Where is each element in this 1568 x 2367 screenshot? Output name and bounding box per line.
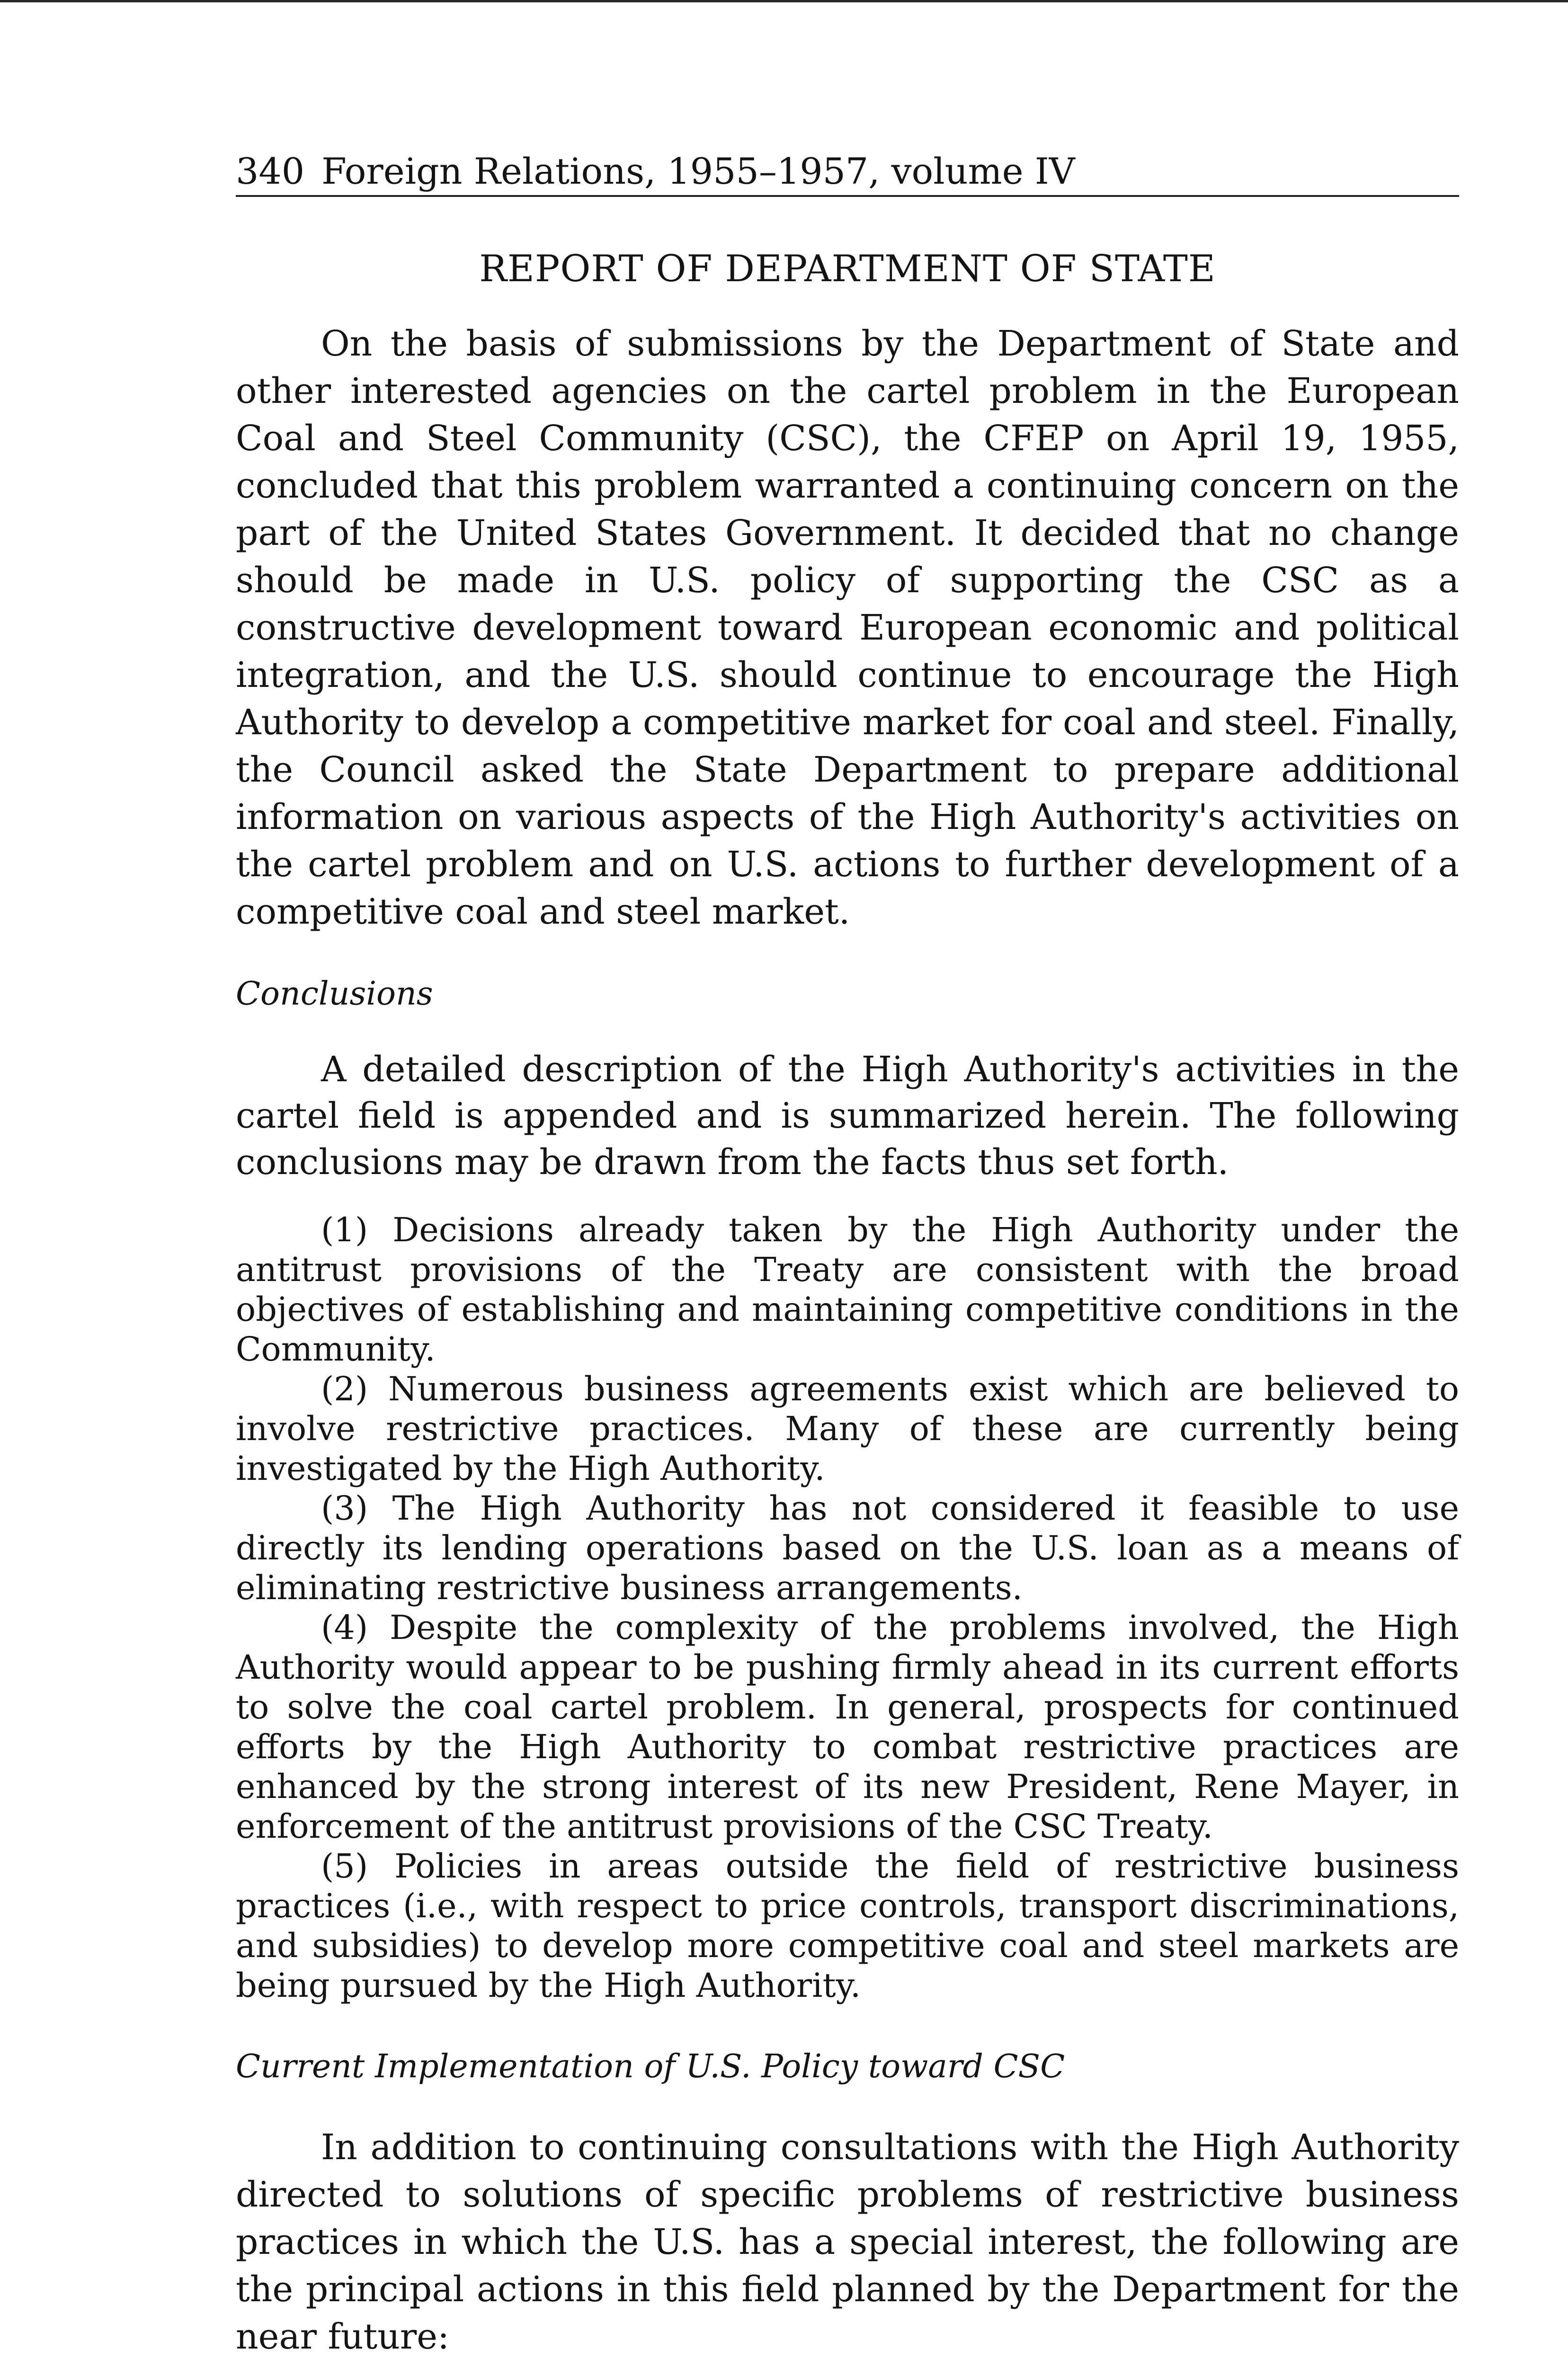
conclusions-heading: Conclusions (236, 975, 433, 1013)
conclusion-item: (3) The High Authority has not considered it feasible to use directly its lending operations based on the U.S. loan as a means of eliminating restrictive business arrangements. (236, 1489, 1459, 1607)
report-title: REPORT OF DEPARTMENT OF STATE (479, 248, 1216, 290)
conclusion-item: (1) Decisions already taken by the High Authority under the antitrust provisions of the Treaty are consistent with the broad objectives of establishing and maintaining competitive conditions in the Community. (236, 1210, 1459, 1369)
page-number: 340 (236, 150, 305, 192)
document-body (236, 320, 1459, 2360)
implementation-heading: Current Implementation of U.S. Policy toward CSC (236, 2048, 1065, 2085)
conclusion-item: (4) Despite the complexity of the problems involved, the High Authority would appear to be pushing firmly ahead in its current efforts to solve the coal cartel problem. In general, prospects for continued efforts by the High Authority to combat restrictive practices are enhanced by the strong interest of its new President, Rene Mayer, in enforcement of the antitrust provisions of the CSC Treaty. (236, 1608, 1459, 1846)
conclusion-item: (2) Numerous business agreements exist which are believed to involve restrictive practices. Many of these are currently being investigated by the High Authority. (236, 1370, 1459, 1488)
conclusion-item: (5) Policies in areas outside the field of restrictive business practices (i.e., with respect to price controls, transport discriminations, and subsidies) to develop more competitive coal and steel markets are being pursued by the High Authority. (236, 1847, 1459, 2005)
running-head (236, 148, 1459, 197)
page-top-border (0, 0, 1568, 2)
implementation-paragraph: In addition to continuing consultations with the High Authority directed to solutions of specific problems of restrictive business practices in which the U.S. has a special interest, the following are the principal actions in this field planned by the Department for the near future: (236, 2127, 1459, 2357)
volume-title: Foreign Relations, 1955–1957, volume IV (321, 150, 1075, 192)
conclusions-intro: A detailed description of the High Authority's activities in the cartel field is appended and is summarized herein. The following conclusions may be drawn from the facts thus set forth. (236, 1049, 1459, 1183)
intro-paragraph: On the basis of submissions by the Department of State and other interested agencies on the cartel problem in the European Coal and Steel Community (CSC), the CFEP on April 19, 1955, concluded that this problem warranted a continuing concern on the part of the United States Government. It decided that no change should be made in U.S. policy of supporting the CSC as a constructive development toward European economic and political integration, and the U.S. should continue to encourage the High Authority to develop a competitive market for coal and steel. Finally, the Council asked the State Department to prepare additional information on various aspects of the High Authority's activities on the cartel problem and on U.S. actions to further development of a competitive coal and steel market. (236, 323, 1459, 932)
conclusions-list (236, 1210, 1459, 2005)
